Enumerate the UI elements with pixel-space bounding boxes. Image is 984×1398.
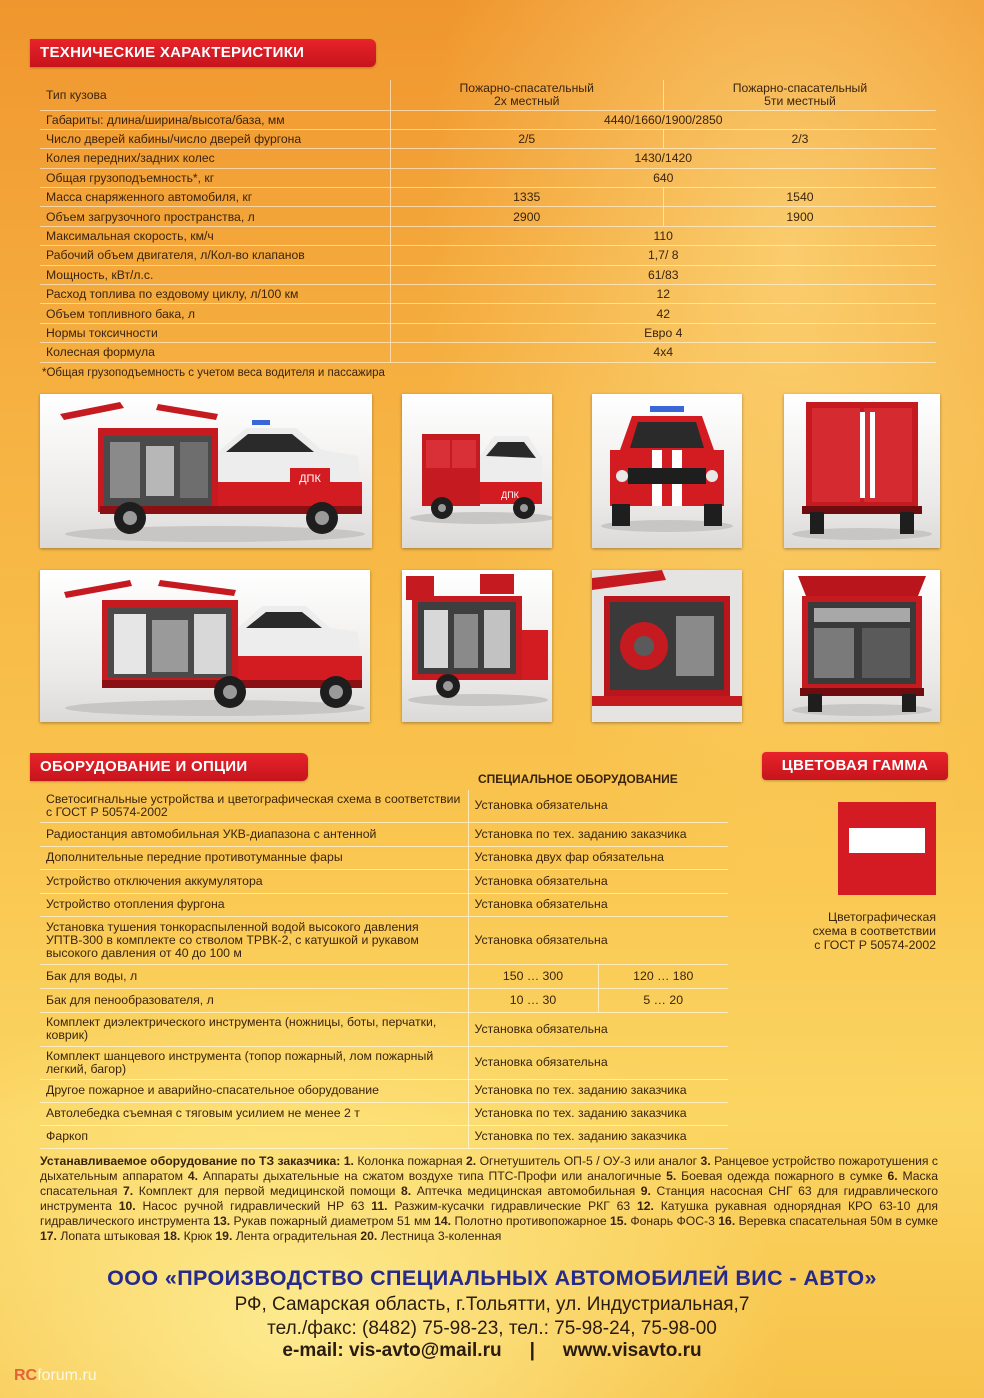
- column-header-2-seat: Пожарно-спасательный 2х местный: [390, 80, 663, 110]
- equipment-value: Установка по тех. заданию заказчика: [468, 1079, 728, 1102]
- vehicle-photo-side-open: [40, 394, 372, 548]
- vehicle-photo-rear-open: [784, 570, 940, 722]
- equipment-value: 10 … 30: [468, 988, 598, 1012]
- equipment-label: Комплект шанцевого инструмента (топор пожарный, лом пожарный легкий, багор): [40, 1046, 468, 1079]
- option-text: Катушка рукавная однорядная КРО 63-10 для гидравлического инструмента: [40, 1199, 938, 1228]
- spec-value: 1,7/ 8: [390, 246, 936, 265]
- truck-side-equipment-illustration: [40, 570, 370, 722]
- option-text: Аппараты дыхательные на сжатом воздухе типа ПТС-Профи или аналогичные: [202, 1169, 662, 1183]
- option-number: 13.: [213, 1214, 231, 1228]
- equipment-value: Установка обязательна: [468, 790, 728, 822]
- table-row: [40, 1046, 728, 1079]
- option-number: 7.: [123, 1184, 134, 1198]
- equipment-value: Установка обязательна: [468, 869, 728, 893]
- equipment-value: Установка обязательна: [468, 1046, 728, 1079]
- table-row: [40, 790, 728, 822]
- website-link[interactable]: www.visavto.ru: [562, 1340, 702, 1361]
- customer-options-text: [40, 1154, 938, 1244]
- option-text: Лестница 3-коленная: [380, 1229, 502, 1243]
- equipment-value: Установка по тех. заданию заказчика: [468, 1102, 728, 1125]
- equipment-value: Установка обязательна: [468, 916, 728, 964]
- vehicle-photo-rear-quarter: [402, 394, 552, 548]
- table-row: [40, 1079, 728, 1102]
- truck-compartment-illustration: [402, 570, 552, 722]
- table-row: [40, 869, 728, 893]
- equipment-label: Комплект диэлектрического инструмента (ножницы, боты, перчатки, коврик): [40, 1012, 468, 1046]
- spec-label: Число дверей кабины/число дверей фургона: [40, 129, 390, 148]
- vehicle-label: ДПК: [501, 490, 519, 500]
- truck-rear-illustration: [784, 394, 940, 548]
- option-number: 11.: [371, 1199, 388, 1213]
- color-swatch-stripe: [849, 828, 925, 853]
- truck-front-illustration: [592, 394, 742, 548]
- option-number: 8.: [400, 1184, 412, 1198]
- option-text: Маска спасательная: [40, 1169, 939, 1198]
- option-text: Аптечка медицинская автомобильная: [416, 1184, 636, 1198]
- equipment-value: 150 … 300: [468, 964, 598, 988]
- option-text: Фонарь ФОС-3: [630, 1214, 715, 1228]
- option-text: Станция насосная СНГ 63 для гидравлического инструмента: [40, 1184, 939, 1213]
- option-text: Веревка спасательная 50м в сумке: [738, 1214, 939, 1228]
- spec-value: 4440/1660/1900/2850: [390, 110, 936, 129]
- spec-value: 4x4: [390, 343, 936, 362]
- table-row: [40, 1012, 728, 1046]
- vehicle-photo-side-open-2: [40, 570, 370, 722]
- spec-label: Объем топливного бака, л: [40, 304, 390, 323]
- table-row: [40, 1125, 728, 1148]
- option-text: Комплект для первой медицинской помощи: [138, 1184, 396, 1198]
- watermark: RCforum.ru: [14, 1367, 97, 1384]
- option-number: 6.: [887, 1169, 898, 1183]
- color-caption: Цветографическая схема в соответствии с ГОСТ Р 50574-2002: [812, 910, 936, 952]
- section-title-color: ЦВЕТОВАЯ ГАММА: [762, 752, 948, 780]
- option-number: 20.: [360, 1229, 378, 1243]
- option-number: 9.: [640, 1184, 651, 1198]
- option-text: Боевая одежда пожарного в сумке: [681, 1169, 883, 1183]
- spec-value: 640: [390, 168, 936, 187]
- options-lead: Устанавливаемое оборудование по ТЗ заказчика:: [40, 1154, 341, 1168]
- spec-label: Колесная формула: [40, 343, 390, 362]
- spec-value: 2900: [390, 207, 663, 226]
- spec-label: Тип кузова: [40, 80, 390, 110]
- vehicle-photo-front: [592, 394, 742, 548]
- table-row: [40, 226, 936, 245]
- equipment-table: [40, 790, 728, 1149]
- vehicle-photo-rear: [784, 394, 940, 548]
- spec-label: Расход топлива по ездовому циклу, л/100 км: [40, 285, 390, 304]
- equipment-subtitle: СПЕЦИАЛЬНОЕ ОБОРУДОВАНИЕ: [478, 772, 678, 786]
- color-swatch: [838, 802, 936, 895]
- option-text: Полотно противопожарное: [454, 1214, 607, 1228]
- option-text: Разжим-кусачки гидравлические РКГ 63: [394, 1199, 631, 1213]
- company-name: ООО «ПРОИЗВОДСТВО СПЕЦИАЛЬНЫХ АВТОМОБИЛЕЙ ВИС - АВТО»: [107, 1266, 877, 1290]
- spec-label: Общая грузоподъемность*, кг: [40, 168, 390, 187]
- table-row: [40, 916, 728, 964]
- equipment-value: Установка по тех. заданию заказчика: [468, 1125, 728, 1148]
- table-row: [40, 893, 728, 916]
- table-row: [40, 1102, 728, 1125]
- table-row: [40, 188, 936, 207]
- spec-label: Габариты: длина/ширина/высота/база, мм: [40, 110, 390, 129]
- equipment-label: Дополнительные передние противотуманные фары: [40, 846, 468, 869]
- spec-value: 42: [390, 304, 936, 323]
- email-link[interactable]: e-mail: vis-avto@mail.ru: [282, 1340, 502, 1361]
- table-row: [40, 168, 936, 187]
- equipment-label: Установка тушения тонкораспыленной водой высокого давления УПТВ-300 в комплекте со стволом ТРВК-2, с катушкой и рукавом высокого давления от 40 до 100 м: [40, 916, 468, 964]
- option-number: 3.: [700, 1154, 711, 1168]
- option-number: 10.: [118, 1199, 136, 1213]
- table-row: [40, 149, 936, 168]
- section-title-tech: ТЕХНИЧЕСКИЕ ХАРАКТЕРИСТИКИ: [30, 39, 376, 67]
- table-row: [40, 988, 728, 1012]
- spec-value: 1335: [390, 188, 663, 207]
- spec-value: 1430/1420: [390, 149, 936, 168]
- option-text: Лопата штыковая: [60, 1229, 160, 1243]
- table-row: [40, 285, 936, 304]
- option-number: 15.: [610, 1214, 627, 1228]
- spec-value: Евро 4: [390, 323, 936, 342]
- spec-label: Рабочий объем двигателя, л/Кол-во клапанов: [40, 246, 390, 265]
- equipment-value: Установка обязательна: [468, 893, 728, 916]
- spec-label: Масса снаряженного автомобиля, кг: [40, 188, 390, 207]
- spec-value: 1900: [663, 207, 936, 226]
- option-text: Насос ручной гидравлический НР 63: [142, 1199, 365, 1213]
- option-number: 14.: [434, 1214, 452, 1228]
- option-number: 19.: [215, 1229, 233, 1243]
- option-number: 4.: [187, 1169, 198, 1183]
- equipment-closeup-illustration: [592, 570, 742, 722]
- option-text: Крюк: [183, 1229, 213, 1243]
- option-number: 1.: [343, 1154, 354, 1168]
- tech-spec-table: [40, 80, 936, 363]
- table-row: [40, 822, 728, 846]
- equipment-label: Бак для пенообразователя, л: [40, 988, 468, 1012]
- option-text: Огнетушитель ОП-5 / ОУ-3 или аналог: [479, 1154, 698, 1168]
- vehicle-label: ДПК: [299, 473, 321, 485]
- table-row: [40, 846, 728, 869]
- table-row: [40, 207, 936, 226]
- equipment-label: Радиостанция автомобильная УКВ-диапазона с антенной: [40, 822, 468, 846]
- equipment-label: Фаркоп: [40, 1125, 468, 1148]
- truck-side-open-illustration: [40, 394, 372, 548]
- equipment-label: Бак для воды, л: [40, 964, 468, 988]
- table-row: [40, 80, 936, 110]
- option-text: Ранцевое устройство пожаротушения с дыхательным аппаратом: [40, 1154, 938, 1183]
- equipment-label: Устройство отопления фургона: [40, 893, 468, 916]
- company-phones: тел./факс: (8482) 75-98-23, тел.: 75-98-24, 75-98-00: [267, 1318, 717, 1339]
- table-row: [40, 265, 936, 284]
- table-row: [40, 323, 936, 342]
- spec-value: 61/83: [390, 265, 936, 284]
- option-number: 17.: [40, 1229, 57, 1243]
- equipment-value: Установка двух фар обязательна: [468, 846, 728, 869]
- equipment-label: Светосигнальные устройства и цветографическая схема в соответствии с ГОСТ Р 50574-2002: [40, 790, 468, 822]
- table-row: [40, 343, 936, 362]
- equipment-label: Устройство отключения аккумулятора: [40, 869, 468, 893]
- vehicle-photo-equipment-closeup: [592, 570, 742, 722]
- option-text: Лента оградительная: [235, 1229, 357, 1243]
- section-title-equipment: ОБОРУДОВАНИЕ И ОПЦИИ: [30, 753, 308, 781]
- option-number: 2.: [465, 1154, 477, 1168]
- spec-value: 2/3: [663, 129, 936, 148]
- option-number: 16.: [718, 1214, 736, 1228]
- spec-value: 110: [390, 226, 936, 245]
- spec-label: Объем загрузочного пространства, л: [40, 207, 390, 226]
- column-header-5-seat: Пожарно-спасательный 5ти местный: [663, 80, 936, 110]
- equipment-label: Другое пожарное и аварийно-спасательное оборудование: [40, 1079, 468, 1102]
- table-row: [40, 964, 728, 988]
- option-text: Колонка пожарная: [357, 1154, 463, 1168]
- spec-label: Колея передних/задних колес: [40, 149, 390, 168]
- table-row: [40, 110, 936, 129]
- truck-rear-open-illustration: [784, 570, 940, 722]
- option-number: 18.: [163, 1229, 181, 1243]
- vehicle-photo-compartment: [402, 570, 552, 722]
- equipment-value: 5 … 20: [598, 988, 728, 1012]
- table-row: [40, 129, 936, 148]
- spec-value: 12: [390, 285, 936, 304]
- company-contacts: [0, 1340, 984, 1362]
- contacts-separator: |: [529, 1340, 535, 1361]
- equipment-value: Установка по тех. заданию заказчика: [468, 822, 728, 846]
- spec-label: Максимальная скорость, км/ч: [40, 226, 390, 245]
- truck-rear-quarter-illustration: [402, 394, 552, 548]
- table-row: [40, 246, 936, 265]
- spec-label: Мощность, кВт/л.с.: [40, 265, 390, 284]
- option-text: Рукав пожарный диаметром 51 мм: [233, 1214, 431, 1228]
- equipment-label: Автолебедка съемная с тяговым усилием не менее 2 т: [40, 1102, 468, 1125]
- spec-value: 1540: [663, 188, 936, 207]
- equipment-value: Установка обязательна: [468, 1012, 728, 1046]
- option-number: 5.: [666, 1169, 677, 1183]
- footnote: *Общая грузоподъемность с учетом веса водителя и пассажира: [42, 367, 385, 379]
- equipment-value: 120 … 180: [598, 964, 728, 988]
- company-address: РФ, Самарская область, г.Тольятти, ул. Индустриальная,7: [234, 1294, 750, 1315]
- table-row: [40, 304, 936, 323]
- spec-value: 2/5: [390, 129, 663, 148]
- spec-label: Нормы токсичности: [40, 323, 390, 342]
- option-number: 12.: [636, 1199, 654, 1213]
